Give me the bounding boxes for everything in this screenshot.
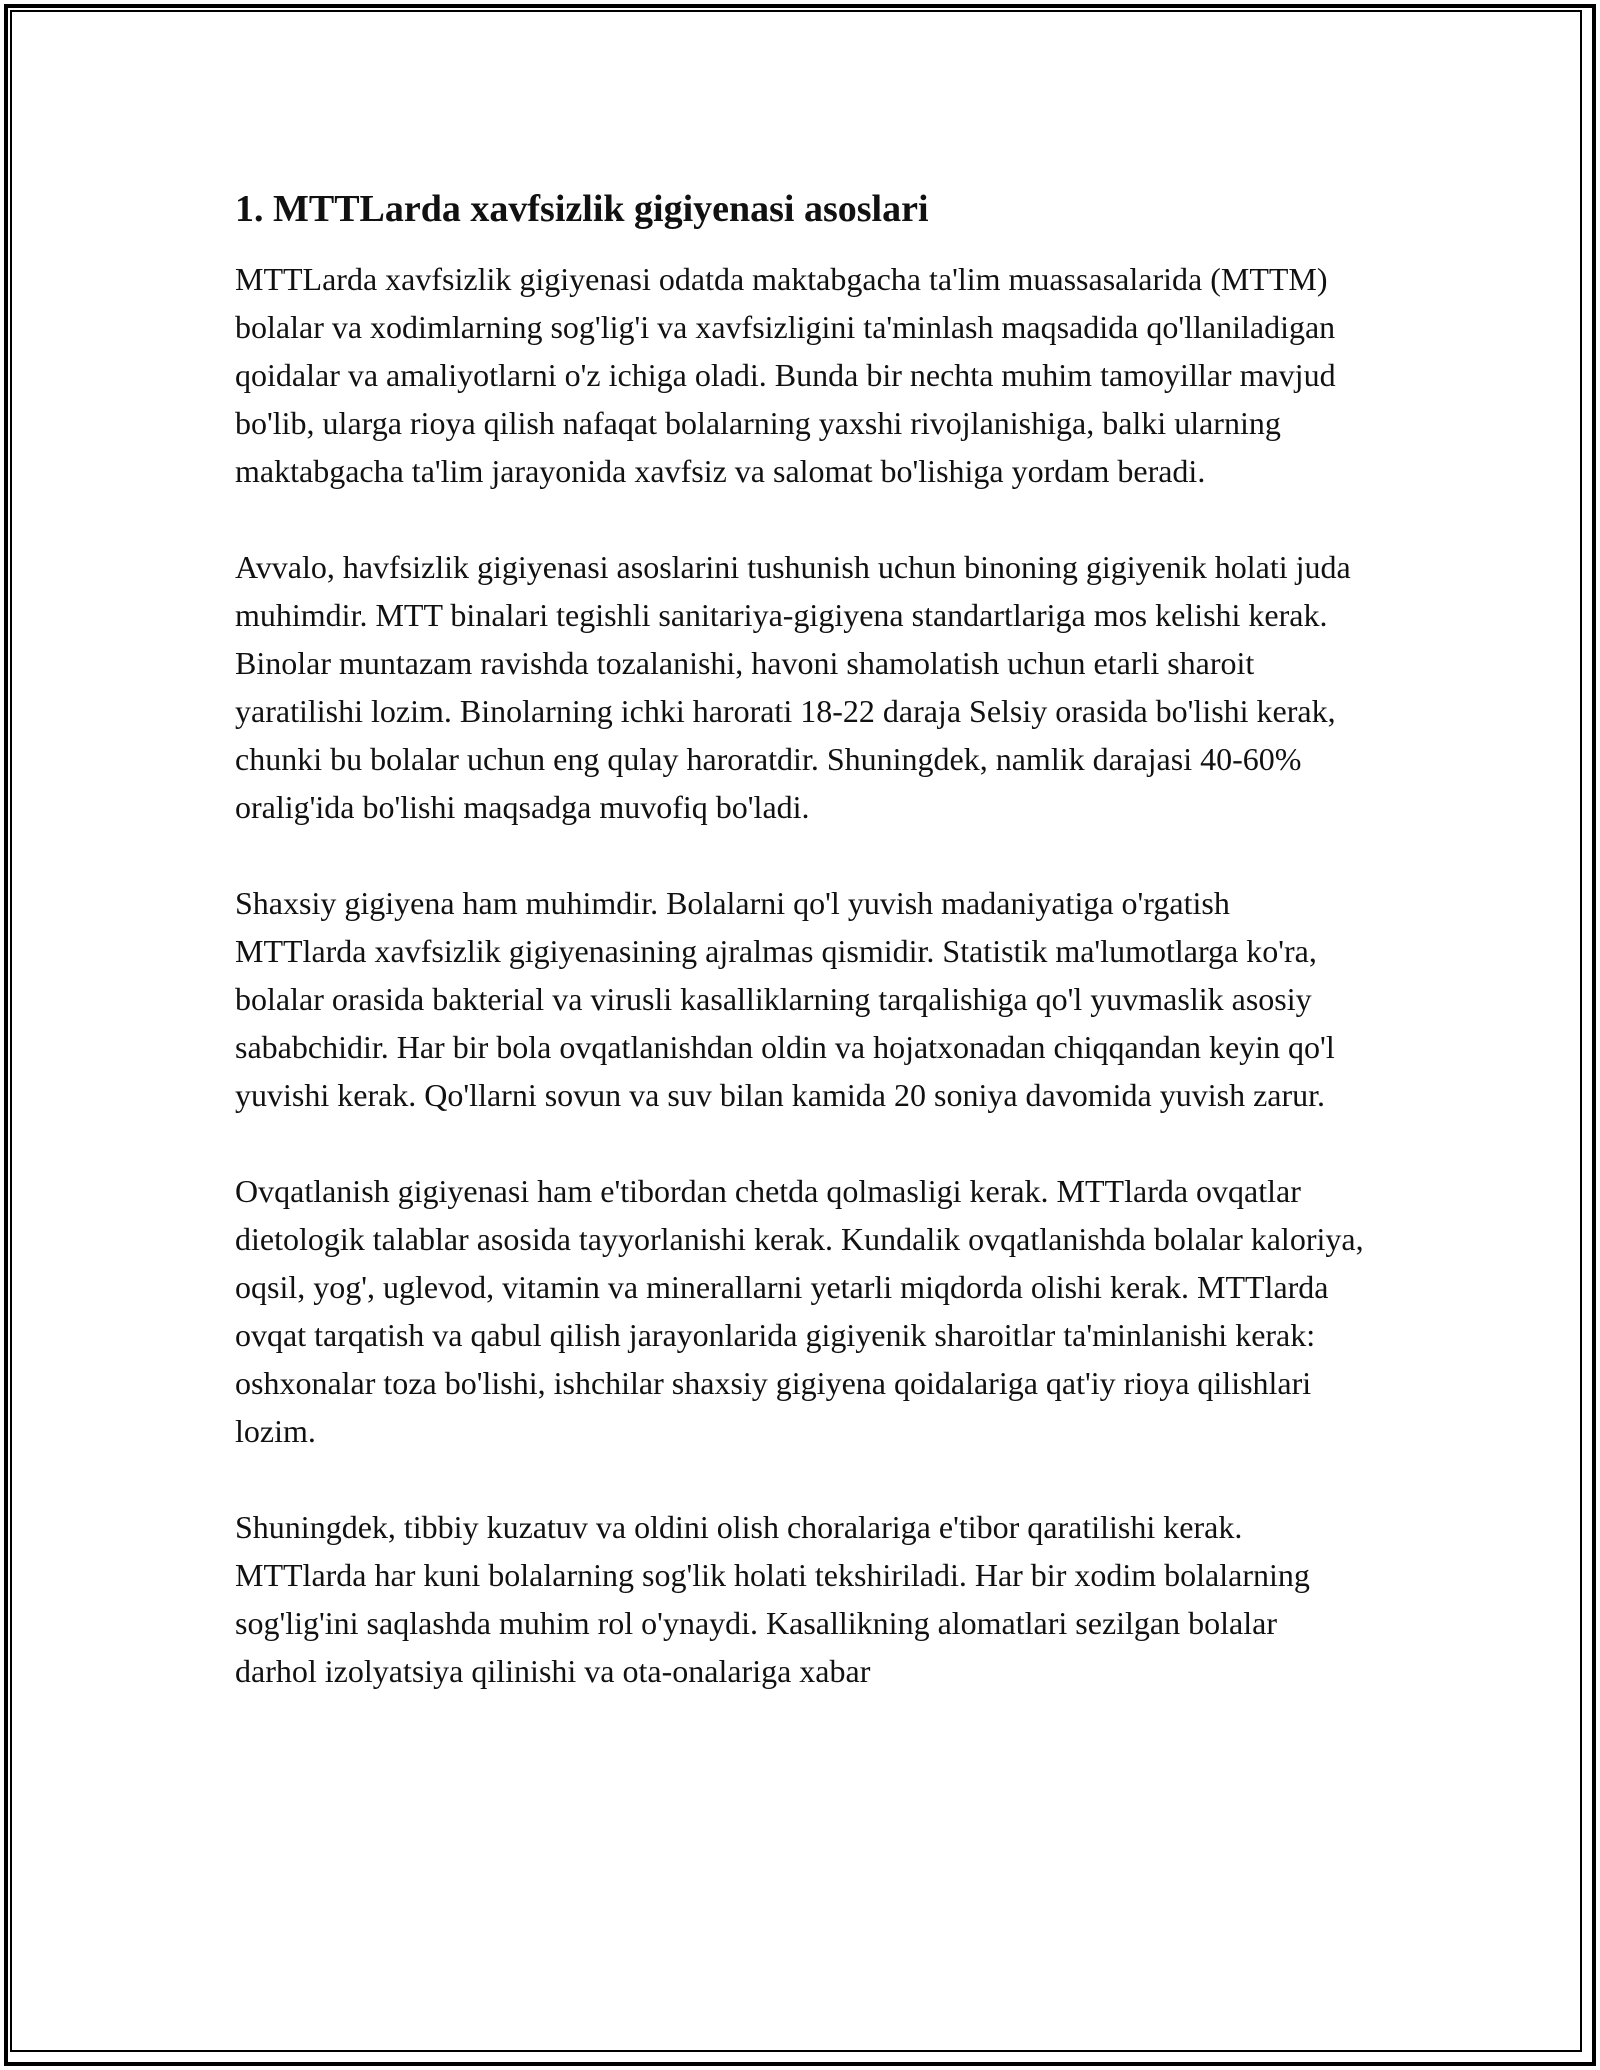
- paragraph-personal-hygiene: Shaxsiy gigiyena ham muhimdir. Bolalarni qo'l yuvish madaniyatiga o'rgatish MTTlarda xavfsizlik gigiyenasining ajralmas qismidir. Statistik ma'lumotlarga ko'ra, bolalar orasida bakterial va virusli kasalliklarning tarqalishiga qo'l yuvmaslik asosiy sababchidir. Har bir bola ovqatlanishdan oldin va hojatxonadan chiqqandan keyin qo'l yuvishi kerak. Qo'llarni sovun va suv bilan kamida 20 soniya davomida yuvish zarur.: [235, 885, 1335, 1113]
- paragraph-medical-monitoring: Shuningdek, tibbiy kuzatuv va oldini olish choralariga e'tibor qaratilishi kerak. MTTlarda har kuni bolalarning sog'lik holati tekshiriladi. Har bir xodim bolalarning sog'lig'ini saqlashda muhim rol o'ynaydi. Kasallikning alomatlari sezilgan bolalar darhol izolyatsiya qilinishi va ota-onalariga xabar: [235, 1509, 1310, 1689]
- document-body: [235, 185, 1365, 1695]
- paragraph-building-hygiene: Avvalo, havfsizlik gigiyenasi asoslarini tushunish uchun binoning gigiyenik holati juda muhimdir. MTT binalari tegishli sanitariya-gigiyena standartlariga mos kelishi kerak. Binolar muntazam ravishda tozalanishi, havoni shamolatish uchun etarli sharoit yaratilishi lozim. Binolarning ichki harorati 18-22 daraja Selsiy orasida bo'lishi kerak, chunki bu bolalar uchun eng qulay haroratdir. Shuningdek, namlik darajasi 40-60% oralig'ida bo'lishi maqsadga muvofiq bo'ladi.: [235, 549, 1351, 825]
- paragraph-food-hygiene: Ovqatlanish gigiyenasi ham e'tibordan chetda qolmasligi kerak. MTTlarda ovqatlar dietologik talablar asosida tayyorlanishi kerak. Kundalik ovqatlanishda bolalar kaloriya, oqsil, yog', uglevod, vitamin va minerallarni yetarli miqdorda olishi kerak. MTTlarda ovqat tarqatish va qabul qilish jarayonlarida gigiyenik sharoitlar ta'minlanishi kerak: oshxonalar toza bo'lishi, ishchilar shaxsiy gigiyena qoidalariga qat'iy rioya qilishlari lozim.: [235, 1173, 1364, 1449]
- paragraph-intro: MTTLarda xavfsizlik gigiyenasi odatda maktabgacha ta'lim muassasalarida (MTTM) bolalar va xodimlarning sog'lig'i va xavfsizligini ta'minlash maqsadida qo'llaniladigan qoidalar va amaliyotlarni o'z ichiga oladi. Bunda bir nechta muhim tamoyillar mavjud bo'lib, ularga rioya qilish nafaqat bolalarning yaxshi rivojlanishiga, balki ularning maktabgacha ta'lim jarayonida xavfsiz va salomat bo'lishiga yordam beradi.: [235, 261, 1336, 489]
- section-heading: 1. MTTLarda xavfsizlik gigiyenasi asoslari: [235, 188, 929, 230]
